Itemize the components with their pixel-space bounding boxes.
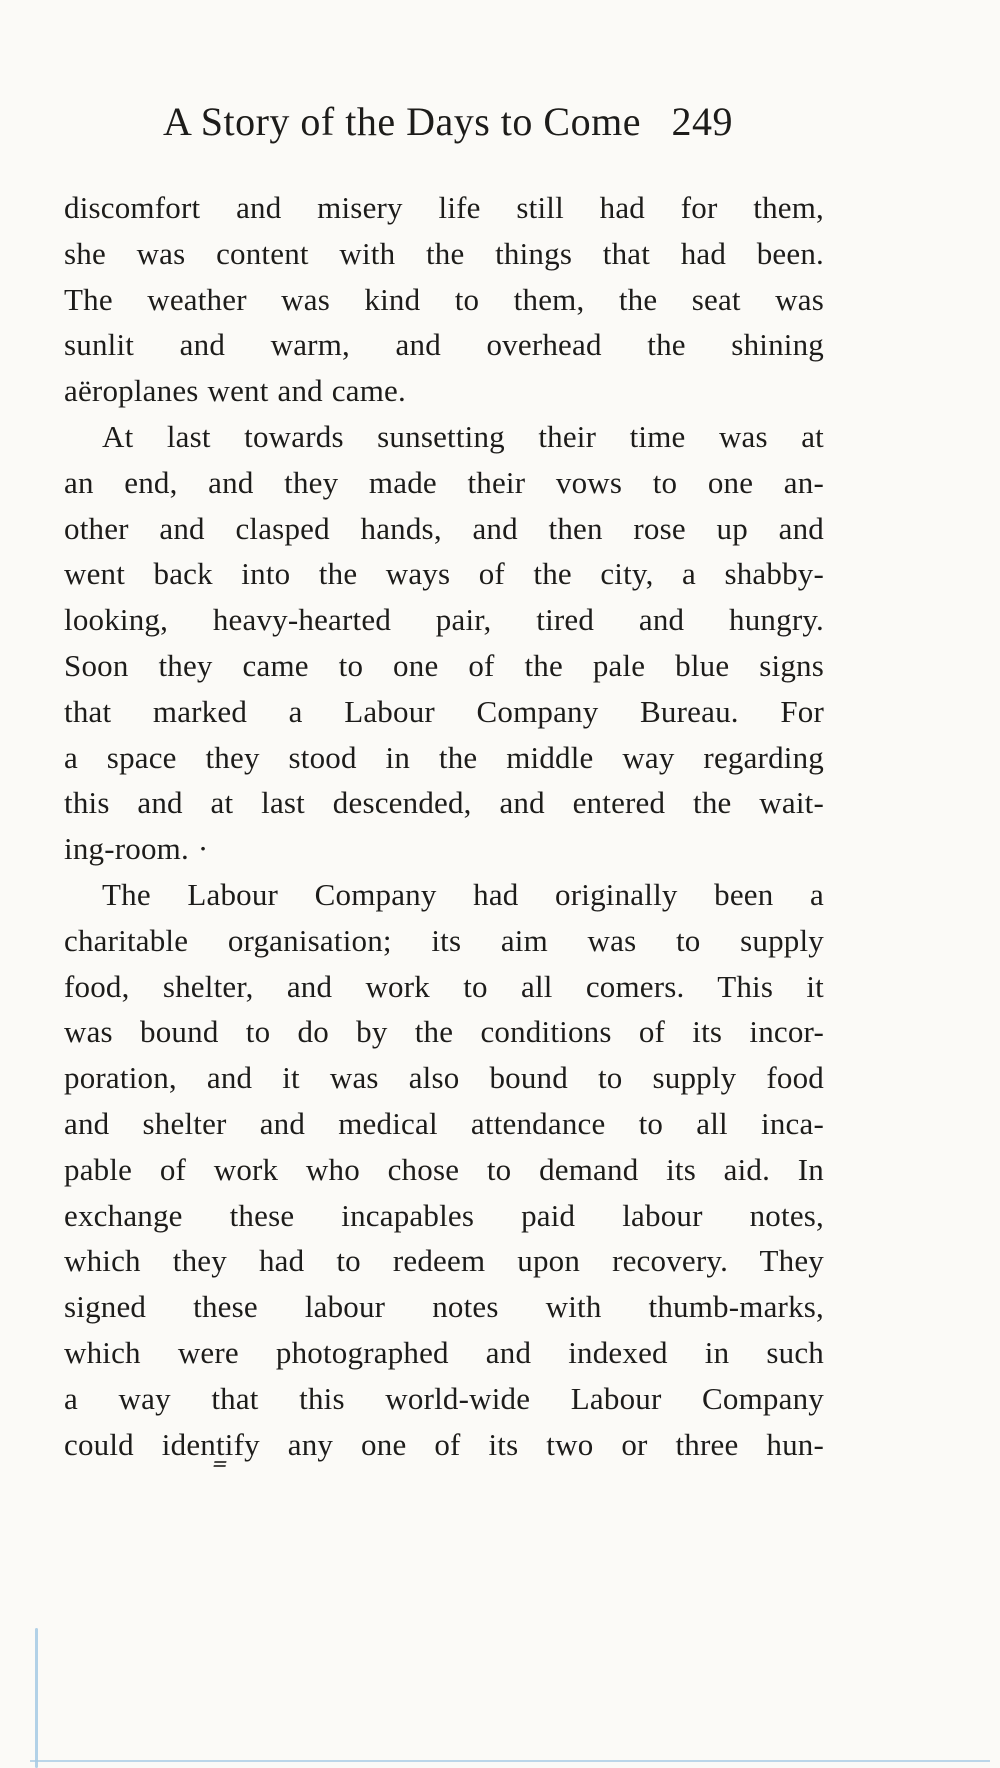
text-line: that marked a Labour Company Bureau. For [64, 693, 824, 729]
text-line: she was content with the things that had been. [64, 235, 824, 271]
page-number: 249 [671, 99, 733, 144]
text-line: a way that this world-wide Labour Company [64, 1380, 824, 1416]
scan-edge-vertical-line-artifact [35, 1628, 38, 1768]
text-line: The Labour Company had originally been a [102, 876, 824, 912]
text-line: and shelter and medical attendance to all inca- [64, 1105, 824, 1141]
text-line: which were photographed and indexed in such [64, 1334, 824, 1370]
text-line: ing-room. · [64, 831, 209, 867]
text-line: food, shelter, and work to all comers. This it [64, 968, 824, 1004]
text-line: this and at last descended, and entered the wait- [64, 785, 824, 821]
running-header [64, 0, 832, 145]
text-line: Soon they came to one of the pale blue signs [64, 647, 824, 683]
text-line: looking, heavy-hearted pair, tired and hungry. [64, 602, 824, 638]
text-line: was bound to do by the conditions of its incor- [64, 1014, 824, 1050]
text-line: other and clasped hands, and then rose up and [64, 510, 824, 546]
text-line: charitable organisation; its aim was to supply [64, 922, 824, 958]
text-line: went back into the ways of the city, a shabby- [64, 556, 824, 592]
text-line: could identify any one of its two or three hun- [64, 1426, 824, 1462]
page-body [64, 185, 824, 1467]
text-line: exchange these incapables paid labour notes, [64, 1197, 824, 1233]
text-line: signed these labour notes with thumb-marks, [64, 1289, 824, 1325]
text-line: The weather was kind to them, the seat was [64, 281, 824, 317]
text-line: a space they stood in the middle way regarding [64, 739, 824, 775]
text-line: poration, and it was also bound to supply food [64, 1060, 824, 1096]
scan-ink-mark-artifact [213, 1461, 226, 1467]
text-line: pable of work who chose to demand its aid. In [64, 1151, 824, 1187]
text-line: which they had to redeem upon recovery. They [64, 1243, 824, 1279]
text-line: aëroplanes went and came. [64, 373, 406, 409]
paragraph [64, 872, 824, 1467]
text-line: At last towards sunsetting their time was at [102, 418, 824, 454]
page-title: A Story of the Days to Come [163, 99, 641, 144]
text-line: an end, and they made their vows to one an- [64, 464, 824, 500]
paragraph [64, 185, 824, 414]
scan-edge-bottom-line-artifact [30, 1760, 990, 1762]
text-line: discomfort and misery life still had for them, [64, 190, 824, 225]
paragraph [64, 414, 824, 872]
text-line: sunlit and warm, and overhead the shining [64, 327, 824, 363]
